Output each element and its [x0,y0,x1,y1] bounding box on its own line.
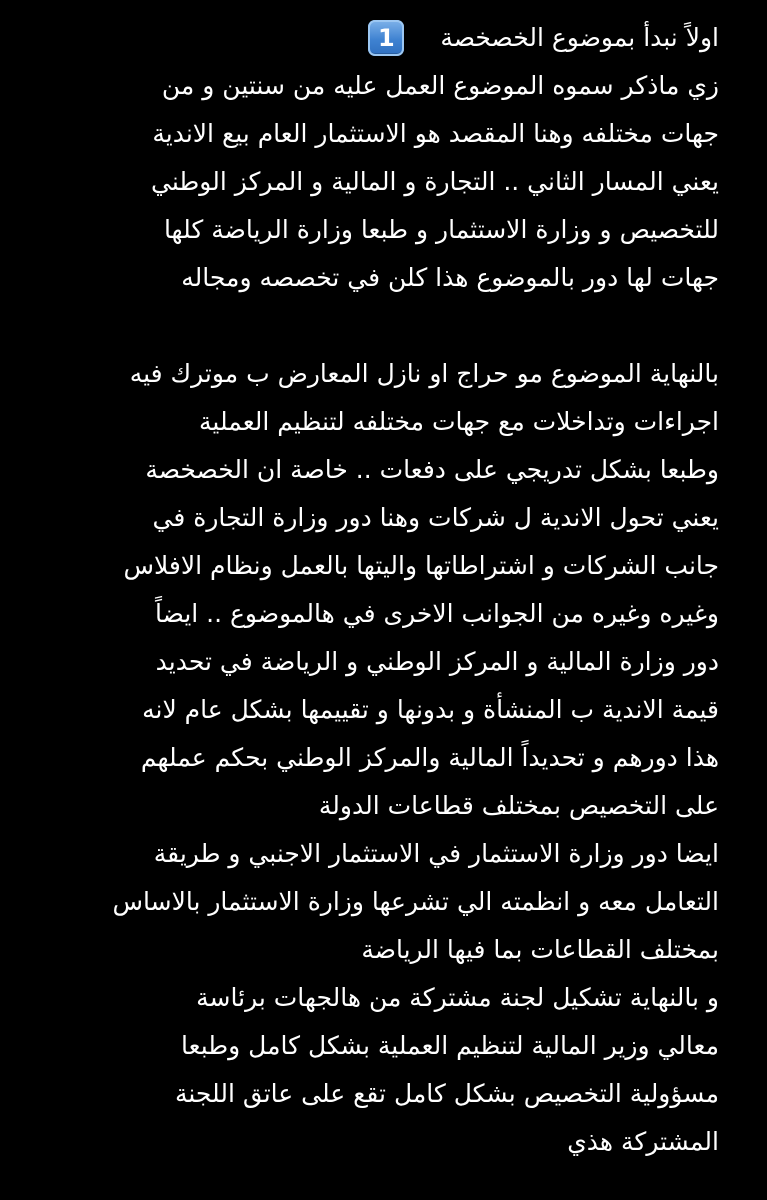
paragraph-2-line: و بالنهاية تشكيل لجنة مشتركة من هالجهات برئاسة [196,983,719,1012]
keycap-digit-one-icon: 1 [368,20,404,56]
paragraph-2-line: هذا دورهم و تحديداً المالية والمركز الوطني بحكم عملهم [140,743,719,772]
paragraph-1-line: جهات مختلفه وهنا المقصد هو الاستثمار العام بيع الاندية [152,119,719,148]
title-line: اولاً نبدأ بموضوع الخصخصة [440,23,719,52]
paragraph-2-line: يعني تحول الاندية ل شركات وهنا دور وزارة التجارة في [152,503,719,532]
paragraph-1-line: يعني المسار الثاني .. التجارة و المالية و المركز الوطني [151,167,719,196]
paragraph-2-line: جانب الشركات و اشتراطاتها واليتها بالعمل ونظام الافلاس [123,551,719,580]
paragraph-2-line: المشتركة هذي [567,1127,719,1156]
paragraph-2-line: اجراءات وتداخلات مع جهات مختلفه لتنظيم العملية [199,407,719,436]
paragraph-spacer [40,302,719,350]
paragraph-1-line: زي ماذكر سموه الموضوع العمل عليه من سنتين و من [161,71,719,100]
paragraph-2-line: بمختلف القطاعات بما فيها الرياضة [361,935,719,964]
paragraph-2-line: على التخصيص بمختلف قطاعات الدولة [318,791,719,820]
paragraph-2-line: قيمة الاندية ب المنشأة و بدونها و تقييمها بشكل عام لانه [142,695,719,724]
paragraph-2-line: دور وزارة المالية و المركز الوطني و الرياضة في تحديد [155,647,719,676]
paragraph-2-line: مسؤولية التخصيص بشكل كامل تقع على عاتق اللجنة [174,1079,719,1108]
paragraph-2-line: ايضا دور وزارة الاستثمار في الاستثمار الاجنبي و طريقة [153,839,719,868]
paragraph-2-line: معالي وزير المالية لتنظيم العملية بشكل كامل وطبعا [181,1031,719,1060]
paragraph-2-line: بالنهاية الموضوع مو حراج او نازل المعارض ب موترك فيه [129,359,719,388]
paragraph-1-line: جهات لها دور بالموضوع هذا كلن في تخصصه ومجاله [181,263,719,292]
title-row [40,14,719,62]
note-text-body [40,14,719,1166]
paragraph-2-line: وغيره وغيره من الجوانب الاخرى في هالموضوع .. ايضاً [155,599,719,628]
paragraph-2-line: وطبعا بشكل تدريجي على دفعات .. خاصة ان الخصخصة [145,455,719,484]
paragraph-1-line: للتخصيص و وزارة الاستثمار و طبعا وزارة الرياضة كلها [163,215,719,244]
paragraph-2-line: التعامل معه و انظمته الي تشرعها وزارة الاستثمار بالاساس [112,887,719,916]
